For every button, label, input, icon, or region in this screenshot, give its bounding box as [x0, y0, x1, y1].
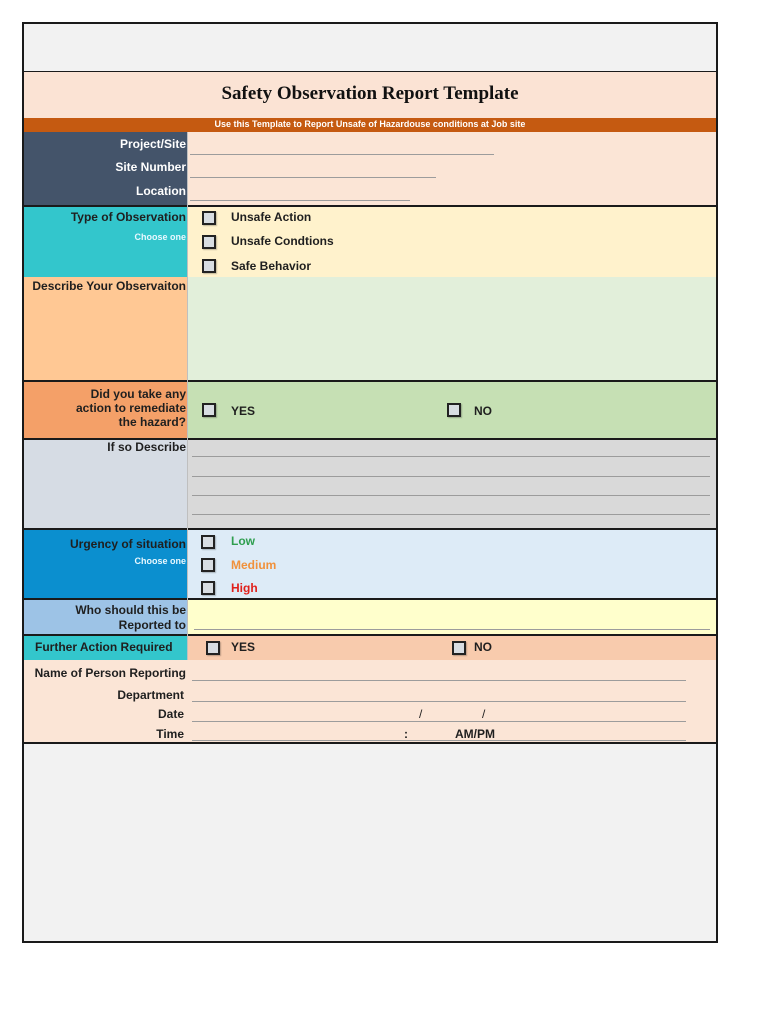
if-so-line-4[interactable] — [192, 514, 710, 515]
reported-to-label-line1: Who should this be — [75, 603, 186, 617]
remediation-label-line3: the hazard? — [118, 415, 186, 429]
reporter-name-line[interactable] — [192, 680, 686, 681]
date-separator-1: / — [419, 707, 423, 721]
remediation-yes-label: YES — [231, 404, 256, 418]
site-number-label: Site Number — [115, 160, 186, 174]
urgency-medium-checkbox[interactable] — [201, 558, 215, 572]
reported-to-label-line2: Reported to — [118, 618, 186, 632]
divider — [24, 71, 716, 72]
observation-hint: Choose one — [134, 232, 186, 242]
department-label: Department — [117, 688, 184, 702]
remediation-no-label: NO — [474, 404, 492, 418]
unsafe-conditions-label: Unsafe Condtions — [231, 234, 334, 248]
urgency-low-label: Low — [231, 534, 255, 548]
unsafe-action-label: Unsafe Action — [231, 210, 312, 224]
describe-label: Describe Your Observaiton — [32, 279, 186, 293]
safe-behavior-checkbox[interactable] — [202, 259, 216, 273]
remediation-yes-checkbox[interactable] — [202, 403, 216, 417]
title-band — [24, 72, 716, 118]
date-line[interactable] — [192, 721, 686, 722]
further-action-yes-label: YES — [231, 640, 256, 654]
urgency-high-label: High — [231, 581, 258, 595]
urgency-high-checkbox[interactable] — [201, 581, 215, 595]
project-site-line[interactable] — [190, 154, 494, 155]
page-title: Safety Observation Report Template — [221, 83, 519, 104]
reported-to-line[interactable] — [194, 629, 710, 630]
ampm-label: AM/PM — [455, 727, 495, 741]
if-so-line-2[interactable] — [192, 476, 710, 477]
column-divider — [187, 132, 188, 660]
location-line[interactable] — [190, 200, 410, 201]
reporter-name-label: Name of Person Reporting — [34, 666, 186, 680]
remediation-label-line1: Did you take any — [90, 387, 186, 401]
remediation-label-line2: action to remediate — [75, 401, 186, 415]
further-action-no-checkbox[interactable] — [452, 641, 466, 655]
urgency-label: Urgency of situation — [69, 537, 186, 551]
project-field-cell[interactable] — [188, 132, 716, 205]
divider — [24, 742, 716, 744]
if-so-line-3[interactable] — [192, 495, 710, 496]
site-number-line[interactable] — [190, 177, 436, 178]
project-site-label: Project/Site — [119, 137, 186, 151]
unsafe-conditions-checkbox[interactable] — [202, 235, 216, 249]
further-action-no-label: NO — [474, 640, 492, 654]
further-action-label: Further Action Required — [35, 640, 173, 654]
location-label: Location — [136, 184, 186, 198]
observation-type-label: Type of Observation — [70, 210, 186, 224]
unsafe-action-checkbox[interactable] — [202, 211, 216, 225]
urgency-medium-label: Medium — [231, 558, 277, 572]
department-line[interactable] — [192, 701, 686, 702]
subtitle-strip — [24, 118, 716, 132]
urgency-hint: Choose one — [134, 556, 186, 566]
date-separator-2: / — [482, 707, 486, 721]
further-action-yes-checkbox[interactable] — [206, 641, 220, 655]
subtitle-text: Use this Template to Report Unsafe of Hazardouse conditions at Job site — [214, 119, 526, 129]
urgency-low-checkbox[interactable] — [201, 535, 215, 549]
report-sheet — [22, 22, 718, 943]
describe-text-area[interactable] — [188, 277, 716, 380]
safe-behavior-label: Safe Behavior — [231, 259, 312, 273]
time-separator: : — [404, 727, 408, 741]
date-label: Date — [157, 707, 184, 721]
remediation-no-checkbox[interactable] — [447, 403, 461, 417]
if-so-line-1[interactable] — [192, 456, 710, 457]
if-so-label: If so Describe — [107, 440, 186, 454]
time-line[interactable] — [192, 740, 686, 741]
time-label: Time — [156, 727, 184, 741]
